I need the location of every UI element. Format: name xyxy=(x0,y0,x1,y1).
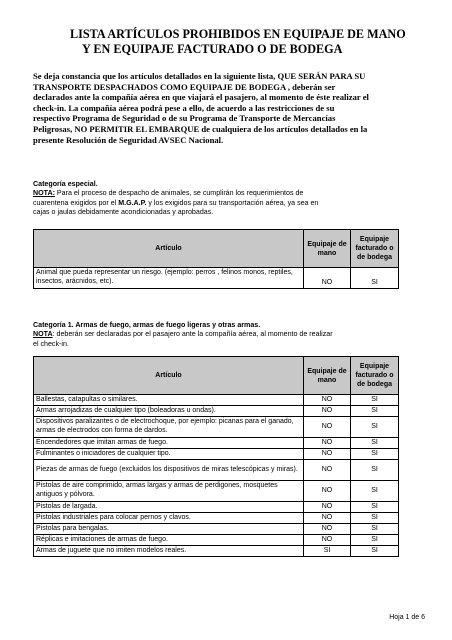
table-row xyxy=(34,406,399,417)
article-cell: Armas arrojadizas de cualquier tipo (boleadoras u ondas). xyxy=(34,406,304,417)
bodega-cell: SI xyxy=(351,481,399,502)
column-header-bodega: Equipaje facturado o de bodega xyxy=(351,357,399,395)
intro-line: TRANSPORTE DESPACHADOS COMO EQUIPAJE DE BODEGA , deberán ser xyxy=(33,81,336,92)
note-text: : deberán ser declaradas por el pasajero ante la compañía aérea, al momento de realizar xyxy=(52,330,333,339)
intro-line: respectivo Programa de Seguridad o de su Programa de Transporte de Mercancías xyxy=(33,113,336,124)
intro-paragraph xyxy=(33,71,425,145)
table-row xyxy=(34,513,399,524)
special-note-line-1 xyxy=(33,189,413,198)
mano-cell: NO xyxy=(304,513,351,524)
mano-cell: NO xyxy=(304,438,351,449)
category-1-table xyxy=(33,356,399,557)
mano-cell: NO xyxy=(304,481,351,502)
bodega-cell: SI xyxy=(351,460,399,481)
category-1-section xyxy=(33,321,413,349)
bodega-cell: SI xyxy=(351,535,399,546)
intro-line: check-in. La compañía aérea podrá pese a ello, de acuerdo a las restricciones de su xyxy=(33,102,335,113)
bodega-cell: SI xyxy=(351,502,399,513)
table-row xyxy=(34,524,399,535)
note-text: Para el proceso de despacho de animales, se cumplirán los requerimientos de xyxy=(54,189,304,198)
bodega-cell: SI xyxy=(351,524,399,535)
intro-line: Peligrosas, NO PERMITIR EL EMBARQUE de cualquiera de los artículos detallados en la xyxy=(33,123,368,134)
mano-cell: NO xyxy=(304,395,351,406)
mano-cell: SI xyxy=(304,546,351,557)
mano-cell: NO xyxy=(304,268,351,289)
title-line-2: Y EN EQUIPAJE FACTURADO O DE BODEGA xyxy=(82,42,343,56)
mano-cell: NO xyxy=(304,460,351,481)
table-row xyxy=(34,502,399,513)
table-row xyxy=(34,481,399,502)
column-header-articulo: Artículo xyxy=(34,357,304,395)
bodega-cell: SI xyxy=(351,395,399,406)
article-cell: Pistolas de aire comprimido, armas largas y armas de perdigones, mosquetes antiguos y pólvora. xyxy=(34,481,304,502)
mano-cell: NO xyxy=(304,502,351,513)
note-text: cuarentena exigidos por el xyxy=(33,198,119,207)
article-cell: Dispositivos paralizantes o de electrochoque, por ejemplo: picanas para el ganado, armas de electrodos con forma de dardos. xyxy=(34,417,304,438)
mano-cell: NO xyxy=(304,535,351,546)
table-row xyxy=(34,395,399,406)
article-cell: Piezas de armas de fuego (excluidos los dispositivos de miras telescópicas y miras). xyxy=(34,460,304,481)
article-cell: Pistolas industriales para colocar pernos y clavos. xyxy=(34,513,304,524)
mano-cell: NO xyxy=(304,524,351,535)
special-category-section xyxy=(33,180,413,218)
table-header-row xyxy=(34,230,399,268)
article-cell: Encendedores que imitan armas de fuego. xyxy=(34,438,304,449)
note-text: y los exigidos para su transportación aérea, ya sea en xyxy=(146,198,319,207)
column-header-articulo: Artículo xyxy=(34,230,304,268)
bodega-cell: SI xyxy=(351,513,399,524)
bodega-cell: SI xyxy=(351,417,399,438)
special-note-line-2 xyxy=(33,199,413,208)
table-row xyxy=(34,268,399,289)
article-cell: Réplicas e imitaciones de armas de fuego. xyxy=(34,535,304,546)
bodega-cell: SI xyxy=(351,546,399,557)
category-1-note-line-2: el check-in. xyxy=(33,339,69,348)
bodega-cell: SI xyxy=(351,449,399,460)
title-line-1: LISTA ARTÍCULOS PROHIBIDOS EN EQUIPAJE DE MANO xyxy=(70,27,406,41)
document-title xyxy=(70,27,410,57)
article-cell: Pistolas de largada. xyxy=(34,502,304,513)
category-1-heading: Categoría 1. Armas de fuego, armas de fuego ligeras y otras armas. xyxy=(33,321,261,329)
column-header-mano: Equipaje de mano xyxy=(304,230,351,268)
mano-cell: NO xyxy=(304,417,351,438)
intro-line: presente Resolución de Seguridad AVSEC Nacional. xyxy=(33,134,224,145)
bodega-cell: SI xyxy=(351,438,399,449)
table-row xyxy=(34,535,399,546)
note-bold-text: M.G.A.P. xyxy=(118,198,147,207)
special-category-heading: Categoría especial. xyxy=(33,180,98,188)
note-label: NOTA: xyxy=(33,189,55,198)
table-row xyxy=(34,546,399,557)
table-row xyxy=(34,449,399,460)
page-number: Hoja 1 de 6 xyxy=(389,614,425,621)
bodega-cell: SI xyxy=(351,406,399,417)
article-cell: Fulminantes o iniciadores de cualquier tipo. xyxy=(34,449,304,460)
table-row xyxy=(34,417,399,438)
table-header-row xyxy=(34,357,399,395)
column-header-mano: Equipaje de mano xyxy=(304,357,351,395)
intro-line: declarados ante la compañía aérea en que viajará el pasajero, al momento de éste realizar el xyxy=(33,92,369,103)
mano-cell: NO xyxy=(304,406,351,417)
table-row xyxy=(34,460,399,481)
article-cell: Armas de juguete que no imiten modelos reales. xyxy=(34,546,304,557)
column-header-bodega: Equipaje facturado o de bodega xyxy=(351,230,399,268)
special-note-line-3: cajas o jaulas debidamente acondicionadas y aprobadas. xyxy=(33,208,214,217)
intro-line: Se deja constancia que los artículos detallados en la siguiente lista, QUE SERÁN PARA SU xyxy=(33,71,366,81)
note-label: NOTA xyxy=(33,330,53,339)
special-category-table xyxy=(33,229,399,289)
article-cell: Ballestas, catapultas o similares. xyxy=(34,395,304,406)
article-cell: Pistolas para bengalas. xyxy=(34,524,304,535)
article-cell: Animal que pueda representar un riesgo. (ejemplo: perros , felinos monos, reptiles, insectos, arácnidos, etc). xyxy=(34,268,304,289)
table-row xyxy=(34,438,399,449)
bodega-cell: SI xyxy=(351,268,399,289)
category-1-note-line-1 xyxy=(33,330,413,339)
mano-cell: NO xyxy=(304,449,351,460)
